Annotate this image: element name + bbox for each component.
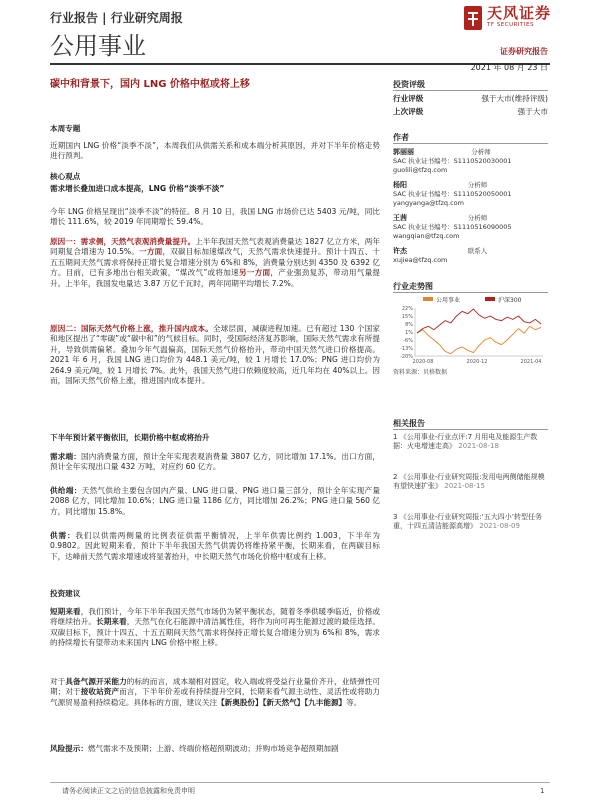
related-divider	[393, 429, 548, 430]
balance-lead: 供需：	[50, 531, 76, 540]
invest-text-c2: 的标的而言，成本端相对固定，收入端或将受益行业量价齐升，业绩弹性可期；对于	[50, 677, 381, 697]
rating-label: 上次评级	[393, 107, 424, 116]
author-email[interactable]: yangyanga@tfzq.com	[393, 198, 464, 207]
author-entry	[393, 181, 548, 207]
legend-label: 公用事业	[436, 297, 461, 304]
related-date: 2021-08-09	[479, 522, 520, 531]
related-report[interactable]	[393, 433, 548, 452]
page-number: 1	[540, 787, 545, 795]
rating-value: 强于大市(维持评级)	[481, 94, 548, 103]
trend-title: 行业走势图	[393, 282, 433, 291]
legend-label: 沪深300	[498, 297, 522, 304]
author-name: 许杰	[393, 247, 407, 255]
report-type: 证券研究报告	[500, 47, 548, 56]
invest-text-b: ，天然气在化石能源中清洁属性佳，将作为向可再生能源过渡的最佳选择。双碳目标下，预计十四五、十五五期间天然气需求将保持正增长复合增速分别为 6%和 8%，需求的持续增长有望带动未来国内 LNG 价格中枢上移。	[50, 617, 381, 648]
logo-name-en: TF SECURITIES	[487, 22, 534, 28]
authors-title: 作者	[393, 133, 409, 142]
author-cert: SAC 执业证书编号：S1110516090005	[393, 223, 512, 232]
author-name: 郭丽丽	[393, 148, 414, 156]
tf-logo-icon	[462, 4, 484, 32]
report-category: 行业报告 | 行业研究周报	[50, 11, 183, 25]
section-title-outlook: 下半年预计紧平衡依旧，长期价格中枢或将抬升	[50, 433, 210, 442]
x-tick-label: 2020-12	[466, 359, 488, 365]
author-role: 分析师	[467, 214, 488, 222]
series-line-csi300	[417, 309, 541, 333]
related-text[interactable]: 《公用事业-行业研究周报:发用电两侧储能规模有望快速扩张》	[393, 473, 545, 491]
related-title: 相关报告	[393, 419, 425, 428]
author-name: 杨阳	[393, 181, 407, 189]
invest-text-a: ，我们预计，今年下半年我国天然气市场仍为紧平衡状态，随着冬季供暖季临近，价格或将继续抬升。	[50, 607, 381, 627]
sector-title: 公用事业	[50, 32, 146, 60]
x-tick-label: 2020-08	[412, 359, 434, 365]
y-tick-label: 8%	[405, 322, 413, 328]
legend-swatch	[423, 297, 433, 301]
demand-lead: 需求端：	[50, 452, 81, 461]
demand-paragraph	[50, 452, 380, 473]
balance-text: 我们以供需两侧量的比例表征供需平衡情况，上半年供需比例约 1.003，下半年为 0.9802。因此短期来看，预计下半年我国天然气供需仍将维持紧平衡，长期来看，在两碳目标下，达峰前天然气需求增速或将显著抬升，中长期天然气市场化价格中枢或有上移。	[50, 531, 381, 561]
logo-name: 天风证券	[487, 4, 552, 22]
author-email[interactable]: guolili@tfzq.com	[393, 165, 448, 174]
invest-highlight-2: 接收站资产	[80, 687, 120, 697]
related-report[interactable]	[393, 513, 548, 532]
invest-text-c1: 对于	[50, 677, 66, 686]
core-subtitle: 需求增长叠加进口成本提高，LNG 价格“淡季不淡”	[50, 184, 225, 193]
related-num: 2	[393, 473, 398, 481]
invest-paragraph-2	[50, 677, 380, 708]
author-role: 分析师	[471, 148, 491, 156]
rating-title: 投资评级	[393, 80, 425, 89]
invest-text-c3: 而言，下半年价差或有持续提升空间，长期来看气源主动性、灵活性或将助力气源贸易盈利持续稳定。具体标的方面，建议关注	[50, 687, 381, 707]
report-date: 2021 年 08 月 23 日	[470, 63, 548, 72]
x-tick-label: 2021-04	[520, 359, 542, 365]
supply-text: 天然气供给主要包含国内产量、LNG 进口量、PNG 进口量三部分，预计全年实现产量 2088 亿方，同比增加 10.6%；LNG 进口量 1186 亿方，同比增加 26.2%；PNG 进口量 560 亿方，同比增加 15.8%。	[50, 486, 381, 516]
section-title-invest: 投资建议	[50, 589, 81, 598]
y-tick-label: 22%	[401, 306, 413, 312]
trend-divider	[393, 292, 548, 293]
risk-paragraph	[50, 744, 380, 754]
reason-one-text-c: ，产业强劲复苏，带动用气量提升。上半年，我国发电量达 3.87 万亿千瓦时，两年同期平均增长 7.2%。	[50, 268, 381, 288]
author-entry	[393, 247, 548, 265]
reason-one-paragraph	[50, 237, 380, 289]
balance-paragraph	[50, 531, 380, 562]
author-email[interactable]: xujiea@tfzq.com	[393, 256, 448, 265]
author-cert: SAC 执业证书编号：S1110520030001	[393, 157, 512, 166]
chart-source: 资料来源：贝格数据	[393, 369, 448, 376]
invest-long-term-lead: 长期来看	[96, 617, 127, 627]
invest-paragraph-1	[50, 607, 380, 649]
supply-lead: 供给端：	[50, 486, 82, 495]
invest-highlight-1: 具备气源开采能力	[65, 677, 127, 686]
related-text[interactable]: 《公用事业-行业研究周报:‘五大四小’转型任务重，十四五清洁能源高增》	[393, 513, 543, 531]
related-date: 2021-08-18	[458, 442, 499, 451]
invest-targets: 【新奥股份】【新天然气】【九丰能源】	[217, 697, 347, 707]
author-name: 王茜	[393, 214, 407, 222]
invest-text-end: 等。	[346, 697, 362, 707]
author-role: 分析师	[467, 181, 488, 189]
reason-one-text-a: 上半年我国天然气表观消费量达 1827 亿立方米，两年同期复合增速为 10.5%。	[50, 237, 380, 257]
y-tick-label: 1%	[405, 330, 413, 336]
reason-two-text: 全球层面，减碳进程加速。已有超过 130 个国家和地区提出了“零碳”或“碳中和”的气候目标。同时，受国际经济复苏影响，国际天然气需求有所提升，导致供需偏紧。叠加今年气温偏高，国际天然气价格抬升，带动中国天然气进口价格提高。2021 年 6 月，我国 LNG 进口均价为 448.1 美元/吨，较 1 月增长 17.0%；PNG 进口均价为 264.9 美元/吨，较 1 月增长 7%。此外，我国天然气进口依赖度较高，近几年均在 40%以上。因而，国际天然气价格上涨，推进国内成本提升。	[50, 324, 380, 386]
reason-one-lead-3: 另一方面	[238, 268, 271, 278]
y-tick-label: -6%	[403, 338, 413, 344]
reason-two-lead: 原因二：国际天然气价格上涨，推升国内成本。	[50, 324, 214, 333]
footer-disclaimer: 请务必阅读正文之后的信息披露和免责申明	[62, 787, 195, 795]
footer-divider	[50, 782, 550, 783]
related-date: 2021-08-15	[444, 482, 485, 491]
core-paragraph: 今年 LNG 价格呈现出“淡季不淡”的特征。8 月 10 日，我国 LNG 市场价已达 5403 元/吨，同比增长 111.6%，较 2019 年同期增长 59.4%。	[50, 207, 380, 227]
risk-text: 燃气需求不及预期；上游、终端价格超预期波动；并购市场竞争超预期加剧	[87, 744, 339, 753]
supply-paragraph	[50, 486, 380, 517]
rating-row-industry	[393, 94, 548, 104]
related-num: 3	[393, 513, 398, 521]
rating-label: 行业评级	[393, 94, 424, 103]
y-tick-label: -13%	[400, 346, 413, 352]
reason-one-text-b: ，双碳目标加速煤改气，天然气需求快速提升。预计十四五、十五五期间天然气需求将保持正增长复合增速分别为 6%和 8%，消费量分别达到 4350 及 6392 亿方。目前，已有多地出台相关政策，“煤改气”或将加速	[50, 247, 381, 278]
reason-one-lead: 原因一：需求侧，天然气表观消费量提升。	[50, 237, 196, 246]
author-entry	[393, 214, 548, 240]
author-cert: SAC 执业证书编号：S1110520050001	[393, 190, 512, 199]
authors-divider	[393, 143, 548, 144]
related-num: 1	[393, 433, 398, 441]
section-title-core: 核心观点	[50, 172, 81, 181]
risk-lead: 风险提示：	[50, 744, 88, 753]
topic-paragraph: 近期国内 LNG 价格“淡季不淡”，本周我们从供需关系和成本端分析其原因，并对下半年价格走势进行预判。	[50, 141, 380, 161]
rating-value: 强于大市	[517, 107, 548, 116]
invest-short-term-lead: 短期来看	[50, 607, 81, 616]
industry-trend-chart	[393, 294, 548, 366]
demand-text: 国内消费量方面，预计全年实现表观消费量 3807 亿方，同比增加 17.1%。出口方面，预计全年实现出口量 432 万吨，对应约 60 亿方。	[50, 452, 380, 472]
reason-one-lead-2: 一方面	[139, 247, 163, 257]
section-title-topic: 本周专题	[50, 124, 81, 133]
rating-divider	[393, 90, 548, 91]
reason-two-paragraph	[50, 324, 380, 387]
related-report[interactable]	[393, 473, 548, 492]
author-role: 联系人	[467, 247, 488, 255]
author-entry	[393, 148, 548, 174]
y-tick-label: 15%	[401, 314, 413, 320]
series-line-utilities	[417, 326, 541, 353]
related-text[interactable]: 《公用事业-行业点评:7 月用电及能源生产数据：火电增速走高》	[393, 433, 538, 451]
author-email[interactable]: wangqian@tfzq.com	[393, 231, 460, 240]
report-headline: 碳中和背景下，国内 LNG 价格中枢或将上移	[50, 79, 250, 90]
y-tick-label: -20%	[400, 354, 413, 360]
legend-swatch	[485, 297, 495, 301]
rating-row-previous	[393, 107, 548, 117]
